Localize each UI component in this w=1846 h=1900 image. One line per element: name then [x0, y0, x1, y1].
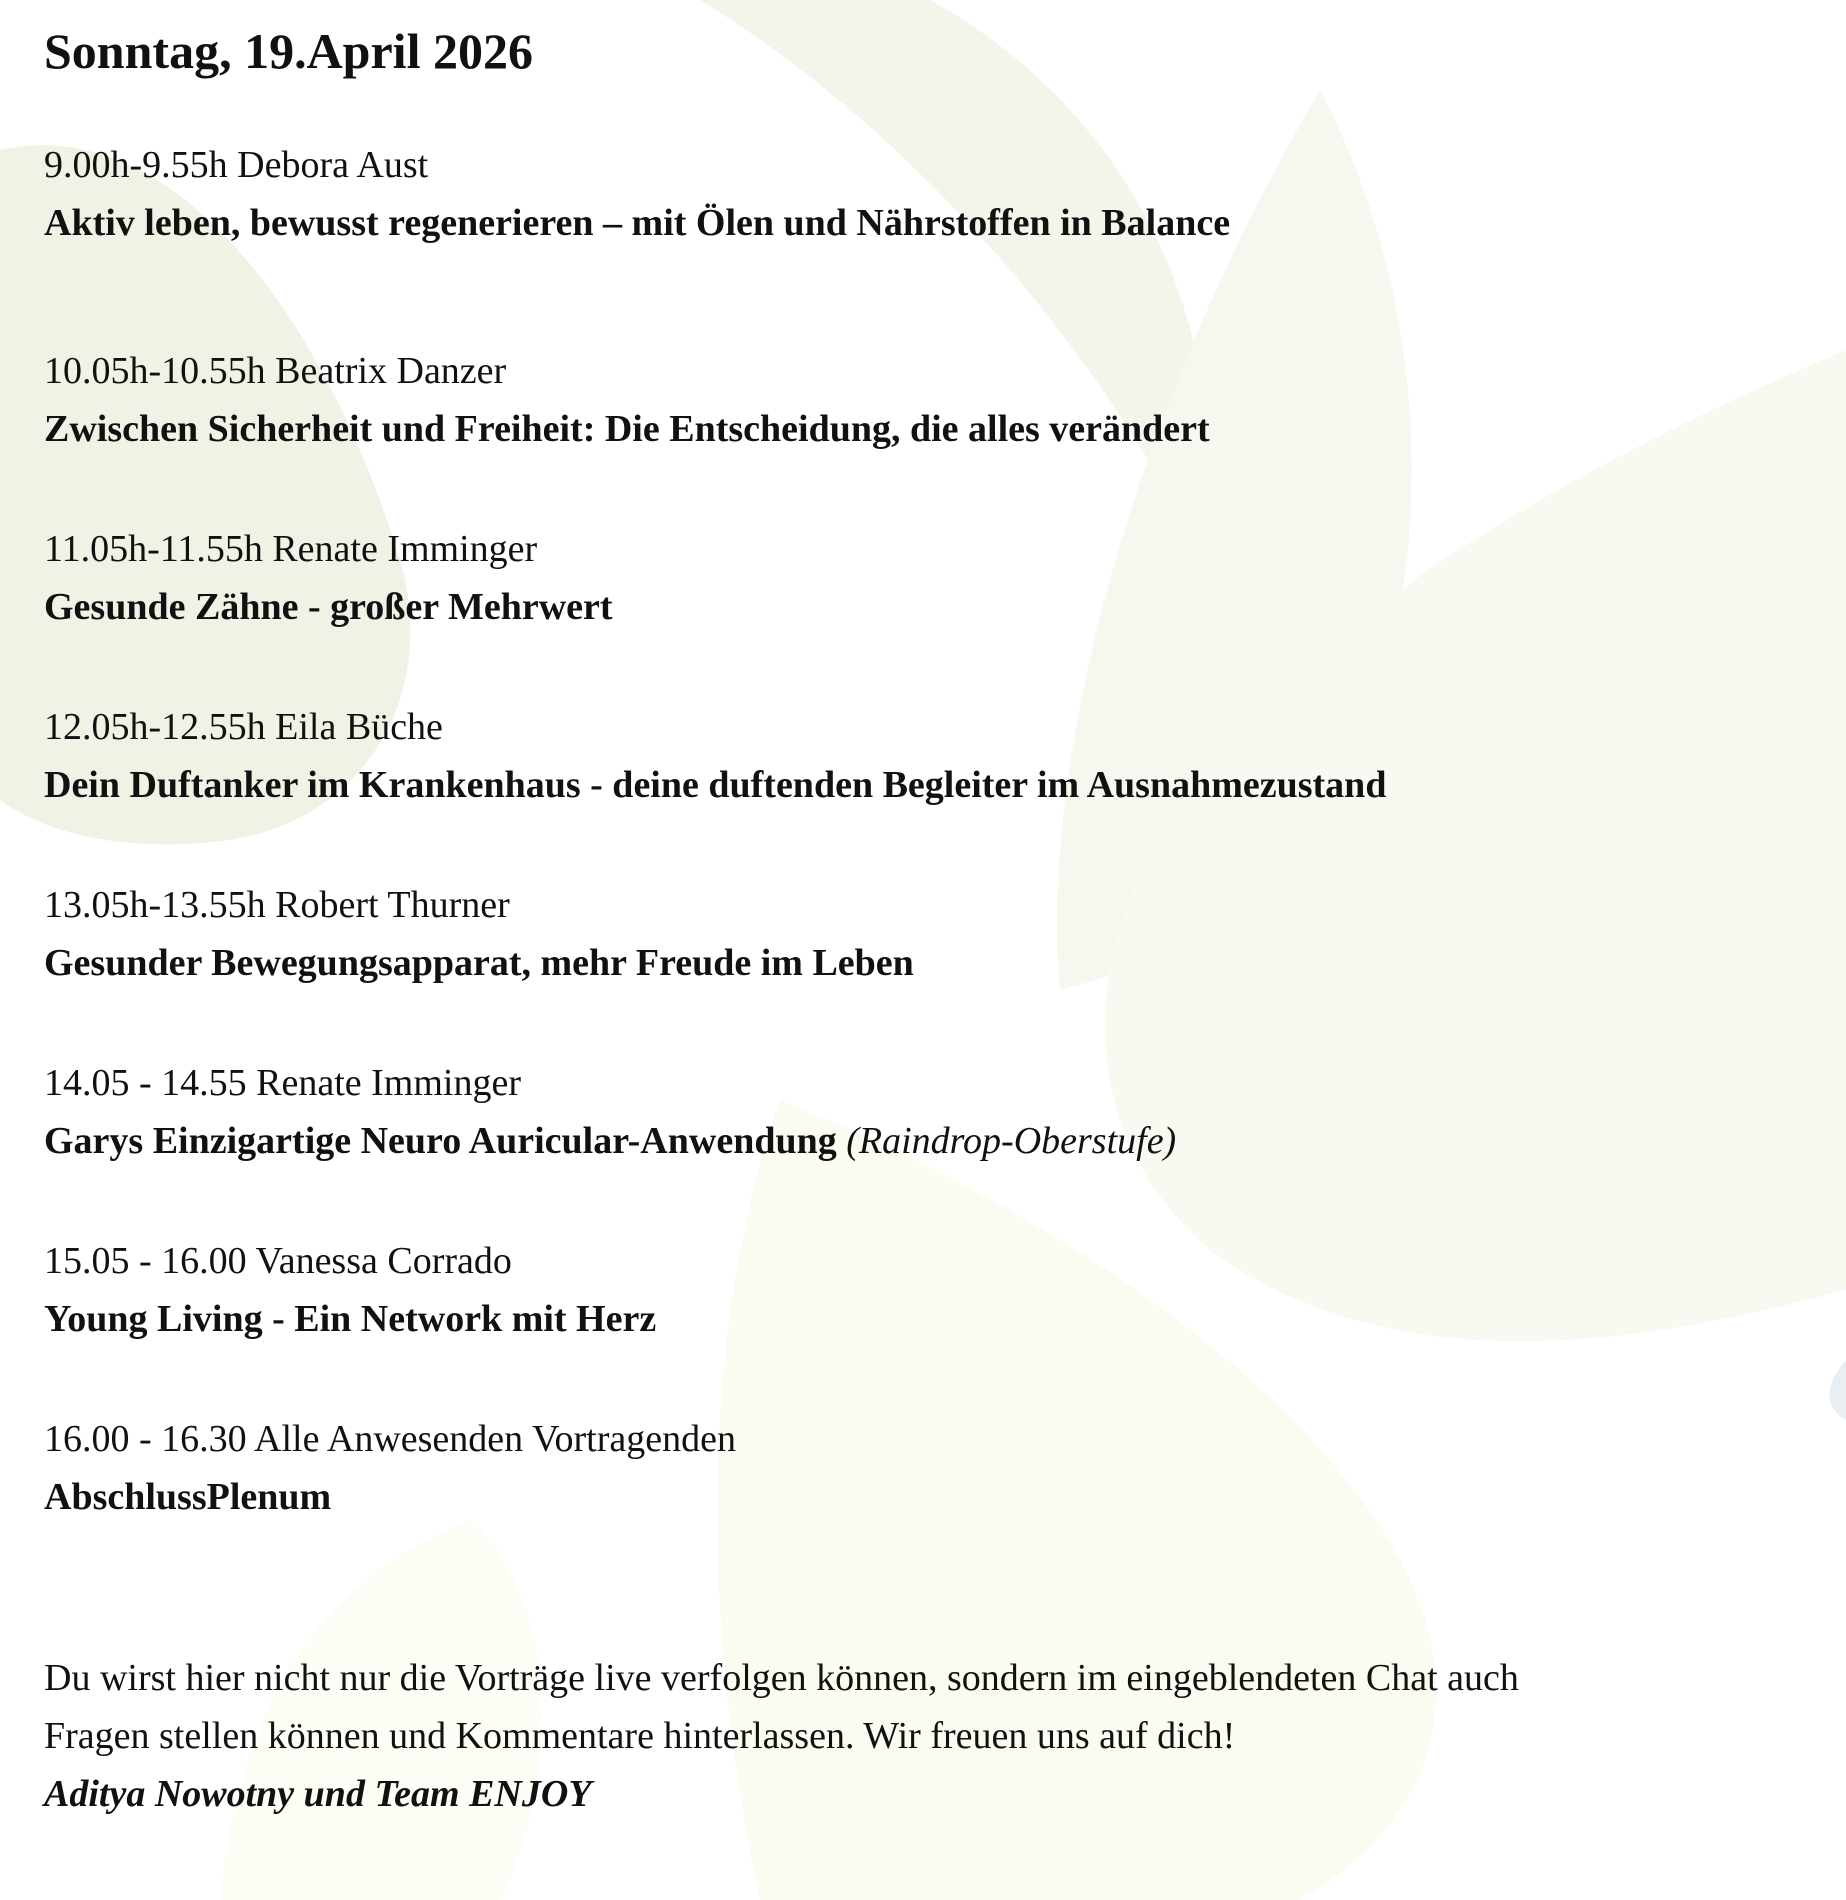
session-title-text: AbschlussPlenum — [44, 1476, 332, 1518]
session-title-text: Young Living - Ein Network mit Herz — [44, 1298, 657, 1340]
session-title — [44, 578, 1804, 636]
session-time-speaker: 16.00 - 16.30 Alle Anwesenden Vortragenden — [44, 1418, 736, 1460]
session-2 — [44, 342, 1804, 458]
session-7 — [44, 1232, 1804, 1348]
session-time-speaker: 12.05h-12.55h Eila Büche — [44, 706, 443, 748]
session-title-text: Zwischen Sicherheit und Freiheit: Die Entscheidung, die alles verändert — [44, 408, 1210, 450]
session-note: (Raindrop-Oberstufe) — [846, 1120, 1177, 1162]
session-title-text: Aktiv leben, bewusst regenerieren – mit Ölen und Nährstoffen in Balance — [44, 202, 1231, 244]
session-4 — [44, 698, 1804, 814]
session-title-text: Gesunde Zähne - großer Mehrwert — [44, 586, 613, 628]
session-time-speaker: 14.05 - 14.55 Renate Imminger — [44, 1062, 522, 1104]
session-title — [44, 934, 1804, 992]
session-time-speaker: 13.05h-13.55h Robert Thurner — [44, 884, 510, 926]
closing-text-line-1: Du wirst hier nicht nur die Vorträge live verfolgen können, sondern im eingeblendeten Chat auch — [44, 1657, 1519, 1699]
leaf-sliver-right-edge — [1829, 1360, 1846, 1420]
session-title-text: Garys Einzigartige Neuro Auricular-Anwendung — [44, 1120, 847, 1162]
session-time-speaker: 9.00h-9.55h Debora Aust — [44, 144, 429, 186]
session-time-speaker: 10.05h-10.55h Beatrix Danzer — [44, 350, 507, 392]
session-5 — [44, 876, 1804, 992]
session-time-speaker: 11.05h-11.55h Renate Imminger — [44, 528, 538, 570]
session-title-text: Gesunder Bewegungsapparat, mehr Freude im Leben — [44, 942, 914, 984]
signature: Aditya Nowotny und Team ENJOY — [44, 1773, 592, 1815]
session-3 — [44, 520, 1804, 636]
closing-message — [44, 1649, 1804, 1823]
session-8 — [44, 1410, 1804, 1526]
day-title: Sonntag, 19.April 2026 — [44, 23, 533, 79]
session-title — [44, 756, 1804, 814]
closing-text-line-2: Fragen stellen können und Kommentare hinterlassen. Wir freuen uns auf dich! — [44, 1715, 1236, 1757]
session-title — [44, 400, 1804, 458]
session-6 — [44, 1054, 1804, 1170]
session-time-speaker: 15.05 - 16.00 Vanessa Corrado — [44, 1240, 512, 1282]
session-1 — [44, 136, 1804, 252]
leaf-shape-upper — [700, 0, 1208, 560]
session-title — [44, 194, 1804, 252]
session-title — [44, 1468, 1804, 1526]
session-title — [44, 1112, 1804, 1170]
session-title-text: Dein Duftanker im Krankenhaus - deine duftenden Begleiter im Ausnahmezustand — [44, 764, 1387, 806]
session-title — [44, 1290, 1804, 1348]
